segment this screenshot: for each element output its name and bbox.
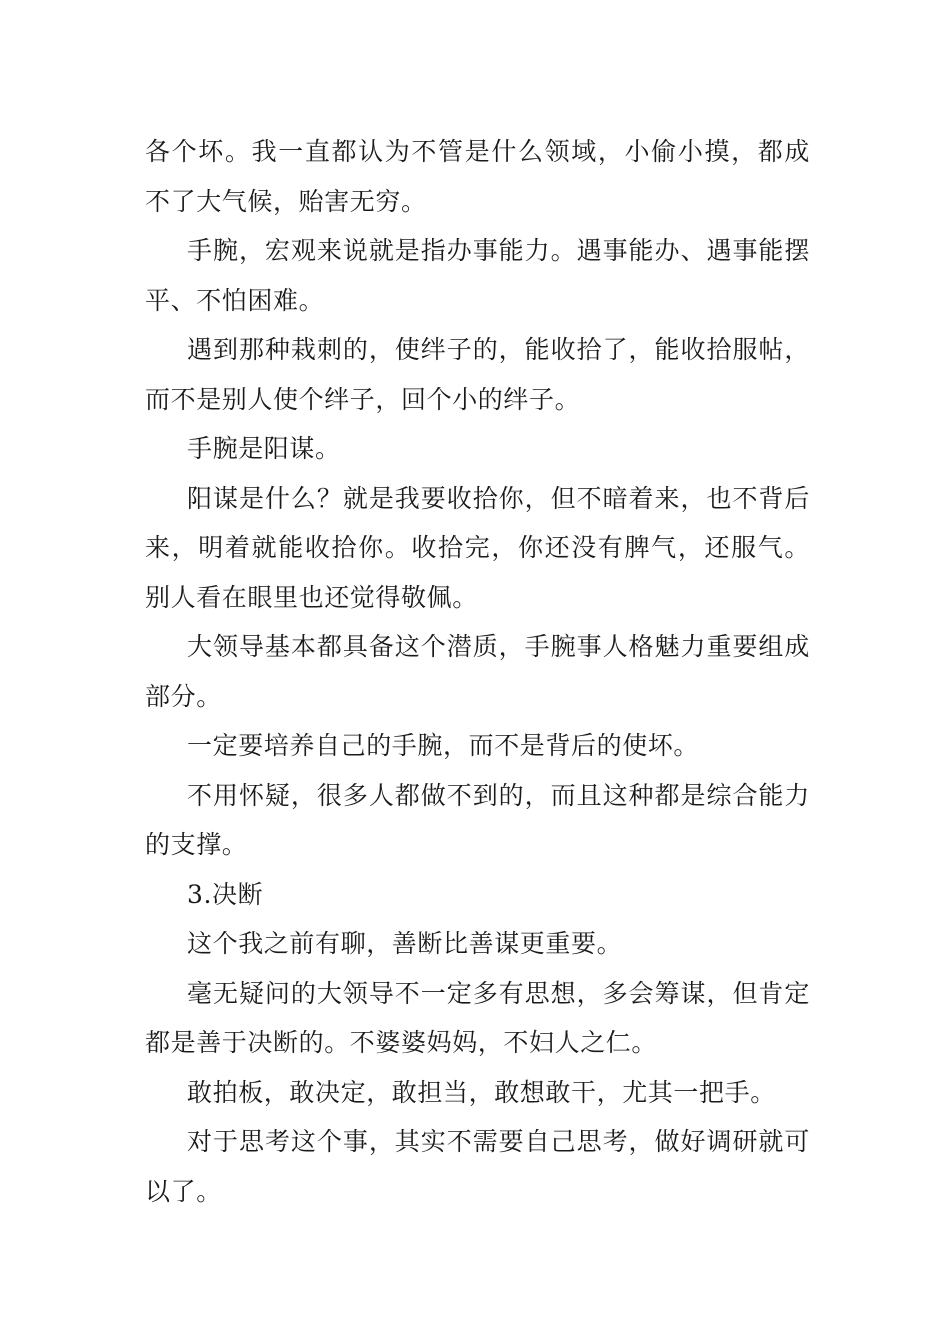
paragraph: 不用怀疑，很多人都做不到的，而且这种都是综合能力的支撑。: [145, 780, 810, 859]
paragraph: 毫无疑问的大领导不一定多有思想，多会筹谋，但肯定都是善于决断的。不婆婆妈妈，不妇人之仁。: [145, 978, 810, 1057]
paragraph: 大领导基本都具备这个潜质，手腕事人格魅力重要组成部分。: [145, 632, 810, 711]
document-body: [145, 127, 810, 1216]
paragraph: 手腕是阳谋。: [187, 434, 341, 463]
paragraph: 一定要培养自己的手腕，而不是背后的使坏。: [187, 731, 700, 760]
paragraph: 敢拍板，敢决定，敢担当，敢想敢干，尤其一把手。: [187, 1077, 776, 1107]
paragraph: 这个我之前有聊，善断比善谋更重要。: [187, 929, 623, 958]
paragraph: 阳谋是什么？就是我要收拾你，但不暗着来，也不背后来，明着就能收拾你。收拾完，你还没有脾气，还服气。别人看在眼里也还觉得敬佩。: [145, 483, 810, 612]
section-heading: 3.决断: [187, 879, 264, 909]
paragraph: 对于思考这个事，其实不需要自己思考，做好调研就可以了。: [145, 1127, 810, 1206]
paragraph: 手腕，宏观来说就是指办事能力。遇事能办、遇事能摆平、不怕困难。: [145, 236, 810, 315]
paragraph: 各个坏。我一直都认为不管是什么领域，小偷小摸，都成不了大气候，贻害无穷。: [145, 137, 810, 216]
paragraph: 遇到那种栽刺的，使绊子的，能收拾了，能收拾服帖，而不是别人使个绊子，回个小的绊子。: [145, 335, 810, 414]
